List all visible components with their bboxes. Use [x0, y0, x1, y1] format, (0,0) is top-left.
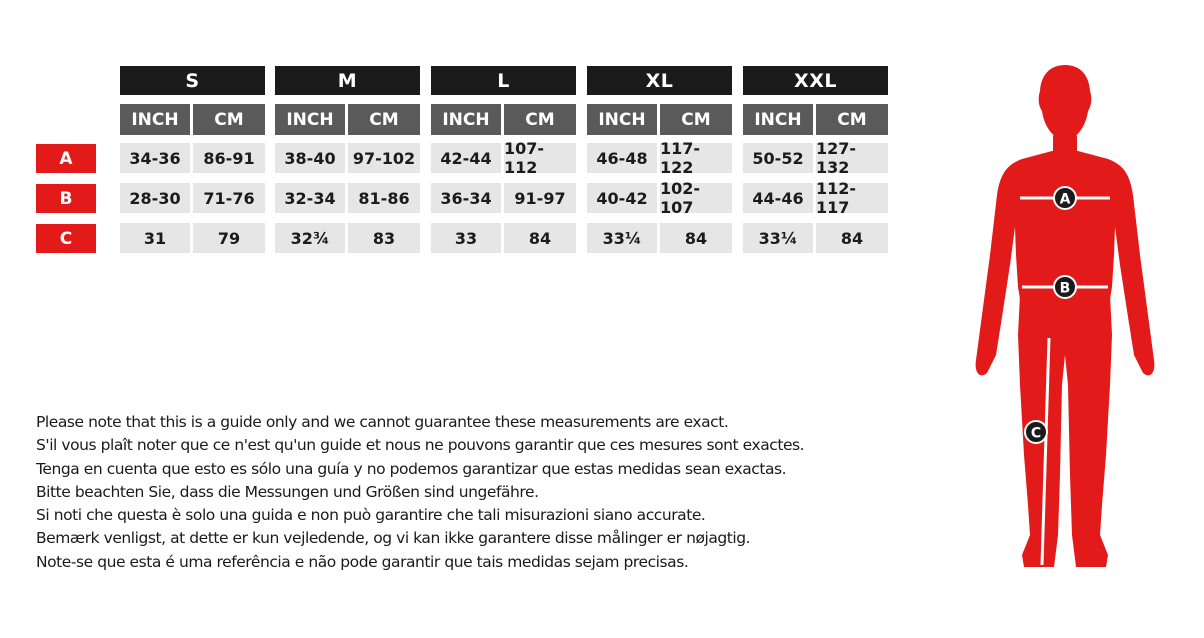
cell-l-b-inch: 36-34 — [431, 183, 501, 213]
cell-xl-c-inch: 33¼ — [587, 223, 657, 253]
svg-text:A: A — [1059, 191, 1071, 208]
cell-l-c-cm: 84 — [504, 223, 576, 253]
cell-xxl-b-inch: 44-46 — [743, 183, 813, 213]
body-silhouette — [976, 65, 1155, 567]
note-english: Please note that this is a guide only and we cannot guarantee these measurements are exact. — [36, 413, 729, 431]
cell-xxl-b-cm: 112-117 — [816, 183, 888, 213]
size-header-l: L — [431, 66, 576, 95]
cell-m-a-inch: 38-40 — [275, 143, 345, 173]
cell-xl-a-inch: 46-48 — [587, 143, 657, 173]
note-portuguese: Note-se que esta é uma referência e não pode garantir que tais medidas sejam precisas. — [36, 552, 689, 571]
unit-header-inch-xl: INCH — [587, 104, 657, 135]
unit-header-cm-xxl: CM — [816, 104, 888, 135]
unit-header-cm-s: CM — [193, 104, 265, 135]
unit-header-inch-m: INCH — [275, 104, 345, 135]
cell-l-c-inch: 33 — [431, 223, 501, 253]
cell-l-a-inch: 42-44 — [431, 143, 501, 173]
note-danish: Bemærk venligst, at dette er kun vejledende, og vi kan ikke garantere disse målinger er nøjagtig. — [36, 529, 751, 548]
cell-s-c-inch: 31 — [120, 223, 190, 253]
marker-c — [1025, 421, 1047, 443]
marker-a — [1054, 187, 1076, 209]
cell-s-b-cm: 71-76 — [193, 183, 265, 213]
unit-header-inch-xxl: INCH — [743, 104, 813, 135]
note-french: S'il vous plaît noter que ce n'est qu'un guide et nous ne pouvons garantir que ces mesures sont exactes. — [36, 436, 805, 455]
cell-xl-b-inch: 40-42 — [587, 183, 657, 213]
unit-header-cm-xl: CM — [660, 104, 732, 135]
unit-header-inch-l: INCH — [431, 104, 501, 135]
size-header-xxl: XXL — [743, 66, 888, 95]
cell-xl-a-cm: 117-122 — [660, 143, 732, 173]
cell-s-a-cm: 86-91 — [193, 143, 265, 173]
size-header-xl: XL — [587, 66, 732, 95]
note-german: Bitte beachten Sie, dass die Messungen und Größen sind ungefähre. — [36, 482, 539, 501]
note-spanish: Tenga en cuenta que esto es sólo una guía y no podemos garantizar que estas medidas sean exactas. — [36, 459, 787, 478]
marker-b — [1054, 276, 1076, 298]
disclaimer-notes — [36, 411, 916, 574]
svg-text:B: B — [1059, 280, 1071, 297]
unit-header-inch-s: INCH — [120, 104, 190, 135]
unit-header-cm-l: CM — [504, 104, 576, 135]
cell-xxl-c-cm: 84 — [816, 223, 888, 253]
cell-s-c-cm: 79 — [193, 223, 265, 253]
row-label-a: A — [36, 144, 96, 173]
cell-xl-c-cm: 84 — [660, 223, 732, 253]
cell-s-a-inch: 34-36 — [120, 143, 190, 173]
cell-m-c-inch: 32¾ — [275, 223, 345, 253]
cell-xxl-c-inch: 33¼ — [743, 223, 813, 253]
cell-xxl-a-cm: 127-132 — [816, 143, 888, 173]
note-italian: Si noti che questa è solo una guida e non può garantire che tali misurazioni siano accurate. — [36, 506, 706, 525]
cell-m-c-cm: 83 — [348, 223, 420, 253]
row-label-c: C — [36, 224, 96, 253]
size-header-m: M — [275, 66, 420, 95]
cell-xxl-a-inch: 50-52 — [743, 143, 813, 173]
cell-m-b-cm: 81-86 — [348, 183, 420, 213]
size-header-s: S — [120, 66, 265, 95]
cell-l-a-cm: 107-112 — [504, 143, 576, 173]
cell-s-b-inch: 28-30 — [120, 183, 190, 213]
unit-header-cm-m: CM — [348, 104, 420, 135]
body-measurement-figure — [960, 55, 1170, 585]
row-label-b: B — [36, 184, 96, 213]
svg-text:C: C — [1030, 425, 1042, 442]
cell-m-a-cm: 97-102 — [348, 143, 420, 173]
cell-xl-b-cm: 102-107 — [660, 183, 732, 213]
cell-m-b-inch: 32-34 — [275, 183, 345, 213]
cell-l-b-cm: 91-97 — [504, 183, 576, 213]
